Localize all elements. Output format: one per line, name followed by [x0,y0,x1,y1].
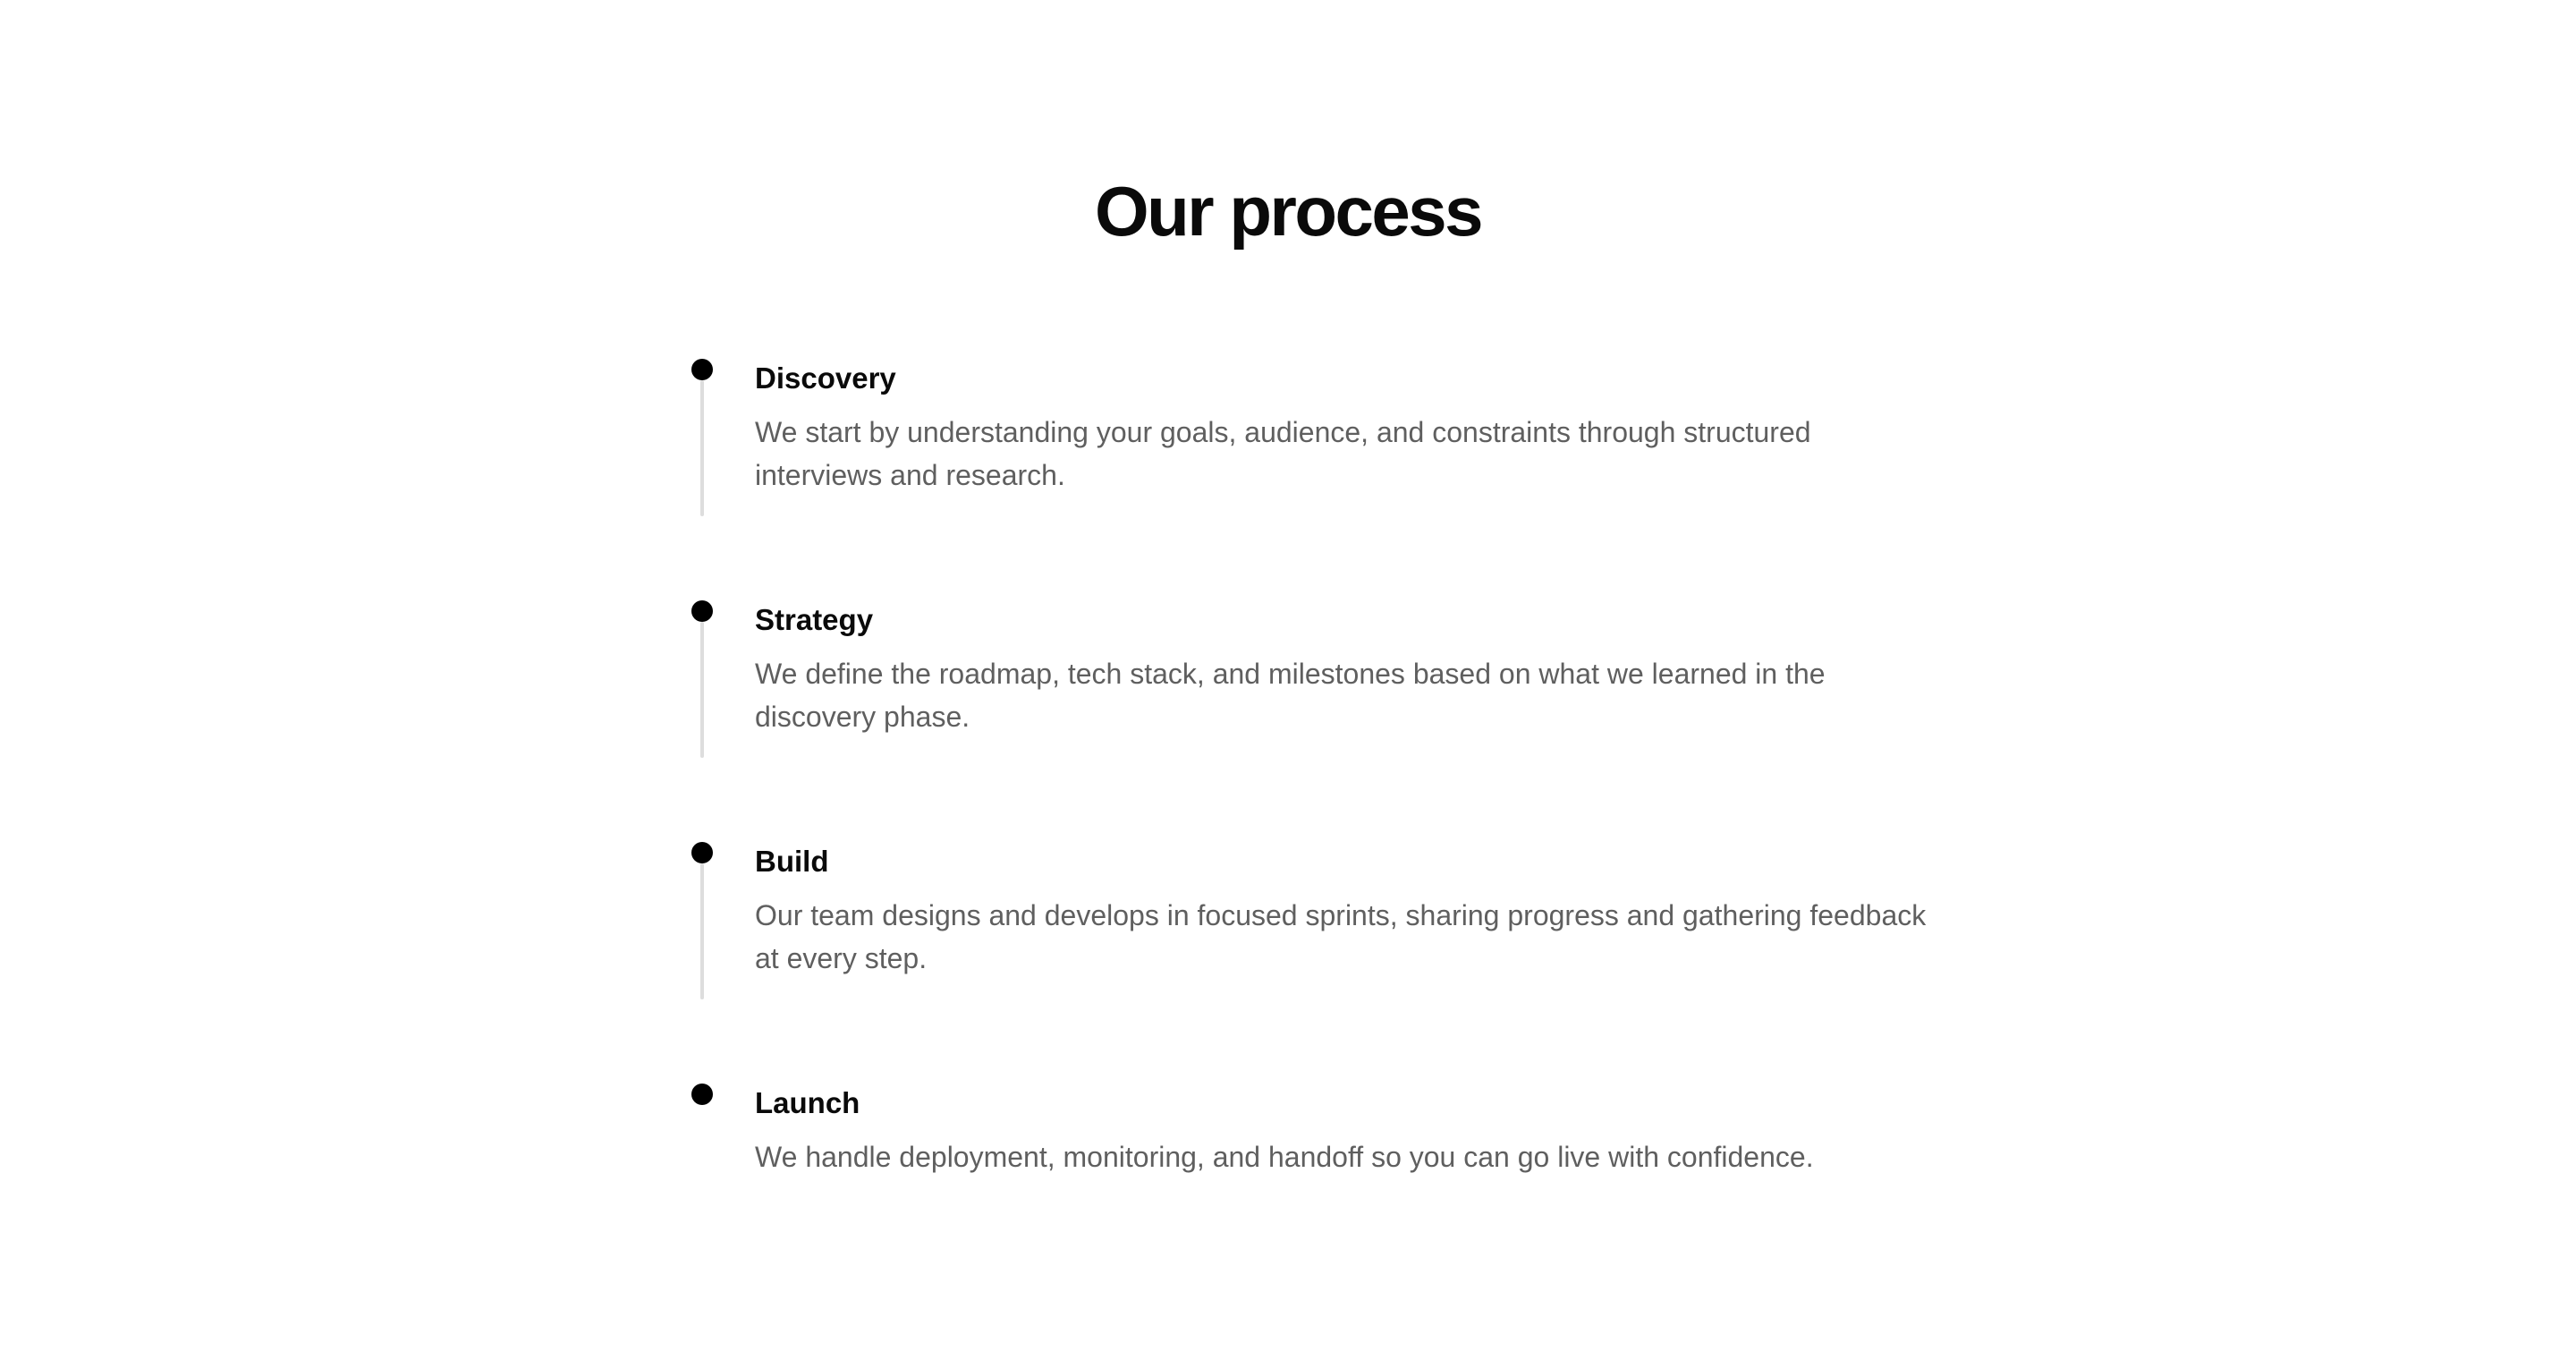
step-description: We start by understanding your goals, audience, and constraints through structured interviews and research. [755,416,1811,491]
timeline-step-build [683,837,1936,1078]
step-content [755,837,1927,980]
process-timeline [683,353,1936,1320]
timeline-step-discovery [683,353,1936,595]
step-title: Discovery [755,361,896,395]
step-description: We handle deployment, monitoring, and handoff so you can go live with confidence. [755,1141,1814,1173]
step-content [755,595,1927,738]
step-title: Build [755,845,829,878]
step-title: Strategy [755,603,874,636]
step-content [755,353,1927,497]
step-description: Our team designs and develops in focused sprints, sharing progress and gathering feedback at every step. [755,899,1927,974]
step-description: We define the roadmap, tech stack, and milestones based on what we learned in the discovery phase. [755,658,1826,733]
timeline-step-strategy [683,595,1936,837]
timeline-connector [700,380,704,516]
timeline-dot-icon [691,1084,713,1105]
timeline-connector [700,622,704,758]
timeline-dot-icon [691,600,713,622]
timeline-dot-icon [691,842,713,863]
timeline-step-launch [683,1078,1936,1320]
section-title: Our process [1094,172,1481,251]
step-content [755,1078,1927,1178]
timeline-connector [700,863,704,999]
timeline-dot-icon [691,359,713,380]
step-title: Launch [755,1086,860,1119]
